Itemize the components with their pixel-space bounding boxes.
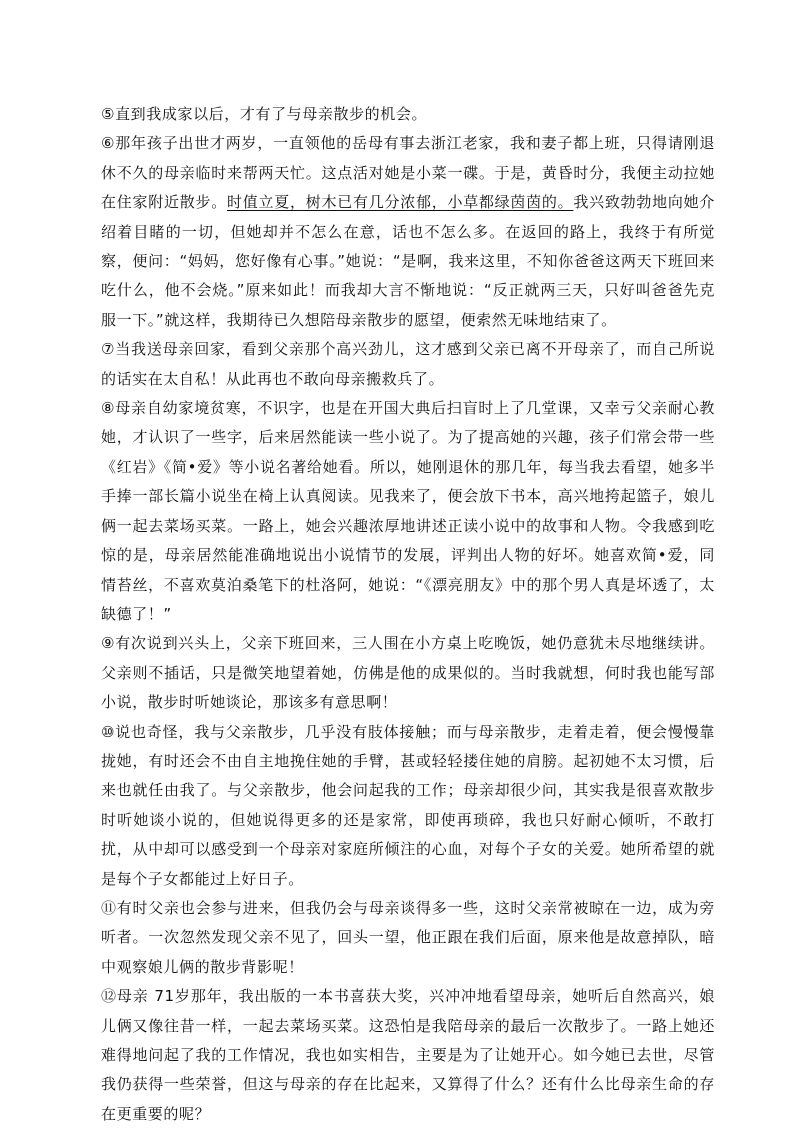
article-body bbox=[101, 100, 715, 1129]
paragraph-text: 有时父亲也会参与进来，但我仍会与母亲谈得多一些，这时父亲常被晾在一边，成为旁听者。一次忽然发现父亲不见了，回头一望，他正跟在我们后面，原来他是故意掉队，暗中观察娘儿俩的散步背影呢！ bbox=[101, 898, 715, 976]
paragraph-text: 那年孩子出世才两岁，一直领他的岳母有事去浙江老家，我和妻子都上班，只得请刚退休不久的母亲临时来帮两天忙。这点活对她是小菜一碟。于是，黄昏时分，我便主动拉她在住家附近散步。 bbox=[101, 134, 715, 212]
paragraph-5 bbox=[101, 100, 715, 129]
paragraph-text: 母亲 71岁那年，我出版的一本书喜获大奖，兴冲冲地看望母亲，她听后自然高兴，娘儿俩又像往昔一样，一起去菜场买菜。这恐怕是我陪母亲的最后一次散步了。一路上她还难得地问起了我的工作情况，我也如实相告，主要是为了让她开心。如今她已去世，尽管我仍获得一些荣誉，但这与母亲的存在比起来，又算得了什么？还有什么比母亲生命的存在更重要的呢？ bbox=[101, 987, 715, 1123]
paragraph-number: ⑤ bbox=[101, 105, 116, 123]
paragraph-6 bbox=[101, 129, 715, 335]
paragraph-9 bbox=[101, 629, 715, 717]
paragraph-text: 直到我成家以后，才有了与母亲散步的机会。 bbox=[115, 105, 428, 123]
paragraph-number: ⑩ bbox=[101, 722, 116, 741]
paragraph-text-continued: 我兴致勃勃地向她介绍着目睹的一切，但她却并不怎么在意，话也不怎么多。在返回的路上，我终于有所觉察，便问：“妈妈，您好像有心事。”她说：“是啊，我来这里，不知你爸爸这两天下班回来吃什么，他不会烧。”原来如此！而我却大言不惭地说：“反正就两三天，只好叫爸爸先克服一下。”就这样，我期待已久想陪母亲散步的愿望，便索然无味地结束了。 bbox=[101, 193, 715, 329]
paragraph-text: 当我送母亲回家，看到父亲那个高兴劲儿，这才感到父亲已离不开母亲了，而自己所说的话实在太自私！从此再也不敢向母亲搬救兵了。 bbox=[101, 340, 715, 388]
paragraph-text: 有次说到兴头上，父亲下班回来，三人围在小方桌上吃晚饭，她仍意犹未尽地继续讲。父亲则不插话，只是微笑地望着她，仿佛是他的成果似的。当时我就想，何时我也能写部小说，散步时听她谈论，那该多有意思啊！ bbox=[101, 634, 715, 712]
paragraph-11 bbox=[101, 894, 715, 982]
paragraph-8 bbox=[101, 394, 715, 629]
paragraph-number: ⑦ bbox=[101, 340, 116, 359]
paragraph-10 bbox=[101, 718, 715, 894]
paragraph-number: ⑨ bbox=[101, 634, 116, 653]
underlined-sentence: 时值立夏，树木已有几分浓郁，小草都绿茵茵的。 bbox=[226, 193, 574, 212]
paragraph-12 bbox=[101, 982, 715, 1129]
paragraph-text: 母亲自幼家境贫寒，不识字，也是在开国大典后扫盲时上了几堂课，又幸亏父亲耐心教她，才认识了一些字，后来居然能读一些小说了。为了提高她的兴趣，孩子们常会带一些《红岩》《简•爱》等小说名著给她看。所以，她刚退休的那几年，每当我去看望，她多半手捧一部长篇小说坐在椅上认真阅读。见我来了，便会放下书本，高兴地挎起篮子，娘儿俩一起去菜场买菜。一路上，她会兴趣浓厚地讲述正读小说中的故事和人物。令我感到吃惊的是，母亲居然能准确地说出小说情节的发展，评判出人物的好坏。她喜欢简•爱，同情苔丝，不喜欢莫泊桑笔下的杜洛阿，她说：“《漂亮朋友》中的那个男人真是坏透了，太缺德了！” bbox=[101, 399, 715, 623]
paragraph-text: 说也奇怪，我与父亲散步，几乎没有肢体接触；而与母亲散步，走着走着，便会慢慢靠拢她，有时还会不由自主地挽住她的手臂，甚或轻轻搂住她的肩膀。起初她不太习惯，后来也就任由我了。与父亲散步，他会问起我的工作；母亲却很少问，其实我是很喜欢散步时听她谈小说的，但她说得更多的还是家常，即使再琐碎，我也只好耐心倾听，不敢打扰，从中却可以感受到一个母亲对家庭所倾注的心血，对每个子女的关爱。她所希望的就是每个子女都能过上好日子。 bbox=[101, 722, 715, 888]
paragraph-number: ⑧ bbox=[101, 399, 116, 418]
paragraph-number: ⑥ bbox=[101, 134, 116, 153]
paragraph-number: ⑫ bbox=[101, 987, 117, 1006]
paragraph-7 bbox=[101, 335, 715, 394]
paragraph-number: ⑪ bbox=[101, 898, 117, 917]
